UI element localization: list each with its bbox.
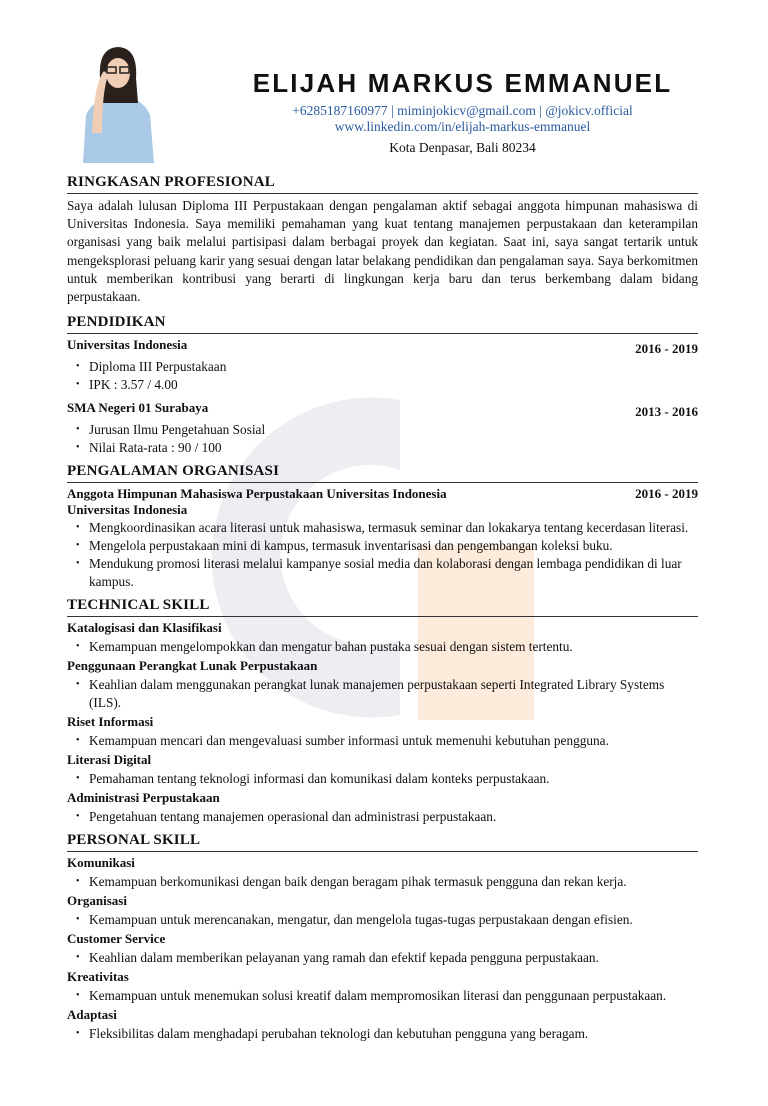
list-item: • Diploma III Perpustakaan bbox=[67, 358, 698, 376]
skill-entry bbox=[67, 855, 698, 891]
skill-entry bbox=[67, 969, 698, 1005]
section-title-education: PENDIDIKAN bbox=[67, 314, 698, 334]
list-item: • Pengetahuan tentang manajemen operasional dan administrasi perpustakaan. bbox=[67, 808, 698, 826]
profile-photo bbox=[78, 43, 158, 163]
section-title-summary: RINGKASAN PROFESIONAL bbox=[67, 174, 698, 194]
separator: | bbox=[539, 103, 542, 118]
list-item: • Nilai Rata-rata : 90 / 100 bbox=[67, 439, 698, 457]
list-item: • Kemampuan untuk menemukan solusi kreatif dalam mempromosikan literasi dan penggunaan perpustakaan. bbox=[67, 987, 698, 1005]
skill-name: Komunikasi bbox=[67, 855, 135, 871]
skill-entry bbox=[67, 931, 698, 967]
list-item: • Fleksibilitas dalam menghadapi perubahan teknologi dan kebutuhan pengguna yang beragam. bbox=[67, 1025, 698, 1043]
section-title-technical: TECHNICAL SKILL bbox=[67, 597, 698, 617]
contact-line bbox=[227, 103, 698, 135]
education-entry bbox=[67, 337, 698, 394]
summary-text: Saya adalah lulusan Diploma III Perpustakaan dengan pengalaman aktif sebagai anggota himpunan mahasiswa di Universitas Indonesia. Saya memiliki pemahaman yang kuat tentang manajemen perpustakaan dan keterampilan organisasi yang baik melalui partisipasi dalam berbagai proyek dan kegiatan. Saat ini, saya sangat tertarik untuk mengeksplorasi peluang karir yang sesuai dengan latar belakang pendidikan dan pengalaman saya. Saya berkomitmen untuk memberikan kontribusi yang berarti di lingkungan kerja baru dan terus berkembang dalam bidang perpustakaan. bbox=[67, 198, 698, 305]
skill-name: Katalogisasi dan Klasifikasi bbox=[67, 620, 222, 636]
section-title-organization: PENGALAMAN ORGANISASI bbox=[67, 463, 698, 483]
education-entry bbox=[67, 400, 698, 457]
section-title-personal: PERSONAL SKILL bbox=[67, 832, 698, 852]
skill-entry bbox=[67, 752, 698, 788]
skill-entry bbox=[67, 790, 698, 826]
email-link[interactable]: miminjokicv@gmail.com bbox=[397, 103, 536, 118]
phone-link[interactable]: +6285187160977 bbox=[292, 103, 388, 118]
candidate-name: ELIJAH MARKUS EMMANUEL bbox=[252, 68, 673, 98]
skill-name: Kreativitas bbox=[67, 969, 129, 985]
list-item: • Kemampuan mencari dan mengevaluasi sumber informasi untuk memenuhi kebutuhan pengguna. bbox=[67, 732, 698, 750]
list-item: • IPK : 3.57 / 4.00 bbox=[67, 376, 698, 394]
cv-header bbox=[67, 0, 698, 168]
org-role: Anggota Himpunan Mahasiswa Perpustakaan Universitas Indonesia bbox=[67, 486, 447, 502]
skill-name: Penggunaan Perangkat Lunak Perpustakaan bbox=[67, 658, 318, 674]
list-item: • Keahlian dalam menggunakan perangkat lunak manajemen perpustakaan seperti Integrated Library Systems (ILS). bbox=[67, 676, 698, 712]
skill-entry bbox=[67, 1007, 698, 1043]
skill-name: Customer Service bbox=[67, 931, 166, 947]
skill-entry bbox=[67, 658, 698, 712]
list-item: • Kemampuan mengelompokkan dan mengatur bahan pustaka sesuai dengan sistem tertentu. bbox=[67, 638, 698, 656]
list-item: • Pemahaman tentang teknologi informasi dan komunikasi dalam konteks perpustakaan. bbox=[67, 770, 698, 788]
org-name: Universitas Indonesia bbox=[67, 502, 188, 518]
social-link[interactable]: @jokicv.official bbox=[545, 103, 633, 118]
school-name: SMA Negeri 01 Surabaya bbox=[67, 400, 209, 416]
org-date: 2016 - 2019 bbox=[635, 486, 698, 502]
education-date: 2013 - 2016 bbox=[635, 404, 698, 420]
list-item: • Mendukung promosi literasi melalui kampanye sosial media dan kolaborasi dengan lembaga pendidikan di luar kampus. bbox=[67, 555, 698, 591]
skill-name: Adaptasi bbox=[67, 1007, 117, 1023]
list-item: • Mengkoordinasikan acara literasi untuk mahasiswa, termasuk seminar dan lokakarya tentang kecerdasan literasi. bbox=[67, 519, 698, 537]
address: Kota Denpasar, Bali 80234 bbox=[389, 140, 536, 155]
education-date: 2016 - 2019 bbox=[635, 341, 698, 357]
organization-entry bbox=[67, 486, 698, 591]
skill-name: Literasi Digital bbox=[67, 752, 152, 768]
skill-name: Administrasi Perpustakaan bbox=[67, 790, 220, 806]
list-item: • Keahlian dalam memberikan pelayanan yang ramah dan efektif kepada pengguna perpustakaan. bbox=[67, 949, 698, 967]
skill-name: Organisasi bbox=[67, 893, 127, 909]
list-item: • Kemampuan untuk merencanakan, mengatur, dan mengelola tugas-tugas perpustakaan dengan efisien. bbox=[67, 911, 698, 929]
list-item: • Mengelola perpustakaan mini di kampus, termasuk inventarisasi dan pengembangan koleksi buku. bbox=[67, 537, 698, 555]
school-name: Universitas Indonesia bbox=[67, 337, 188, 353]
skill-name: Riset Informasi bbox=[67, 714, 154, 730]
skill-entry bbox=[67, 620, 698, 656]
list-item: • Kemampuan berkomunikasi dengan baik dengan beragam pihak termasuk pengguna dan rekan kerja. bbox=[67, 873, 698, 891]
skill-entry bbox=[67, 714, 698, 750]
separator: | bbox=[391, 103, 394, 118]
skill-entry bbox=[67, 893, 698, 929]
list-item: • Jurusan Ilmu Pengetahuan Sosial bbox=[67, 421, 698, 439]
linkedin-link[interactable]: www.linkedin.com/in/elijah-markus-emmanuel bbox=[334, 119, 591, 134]
